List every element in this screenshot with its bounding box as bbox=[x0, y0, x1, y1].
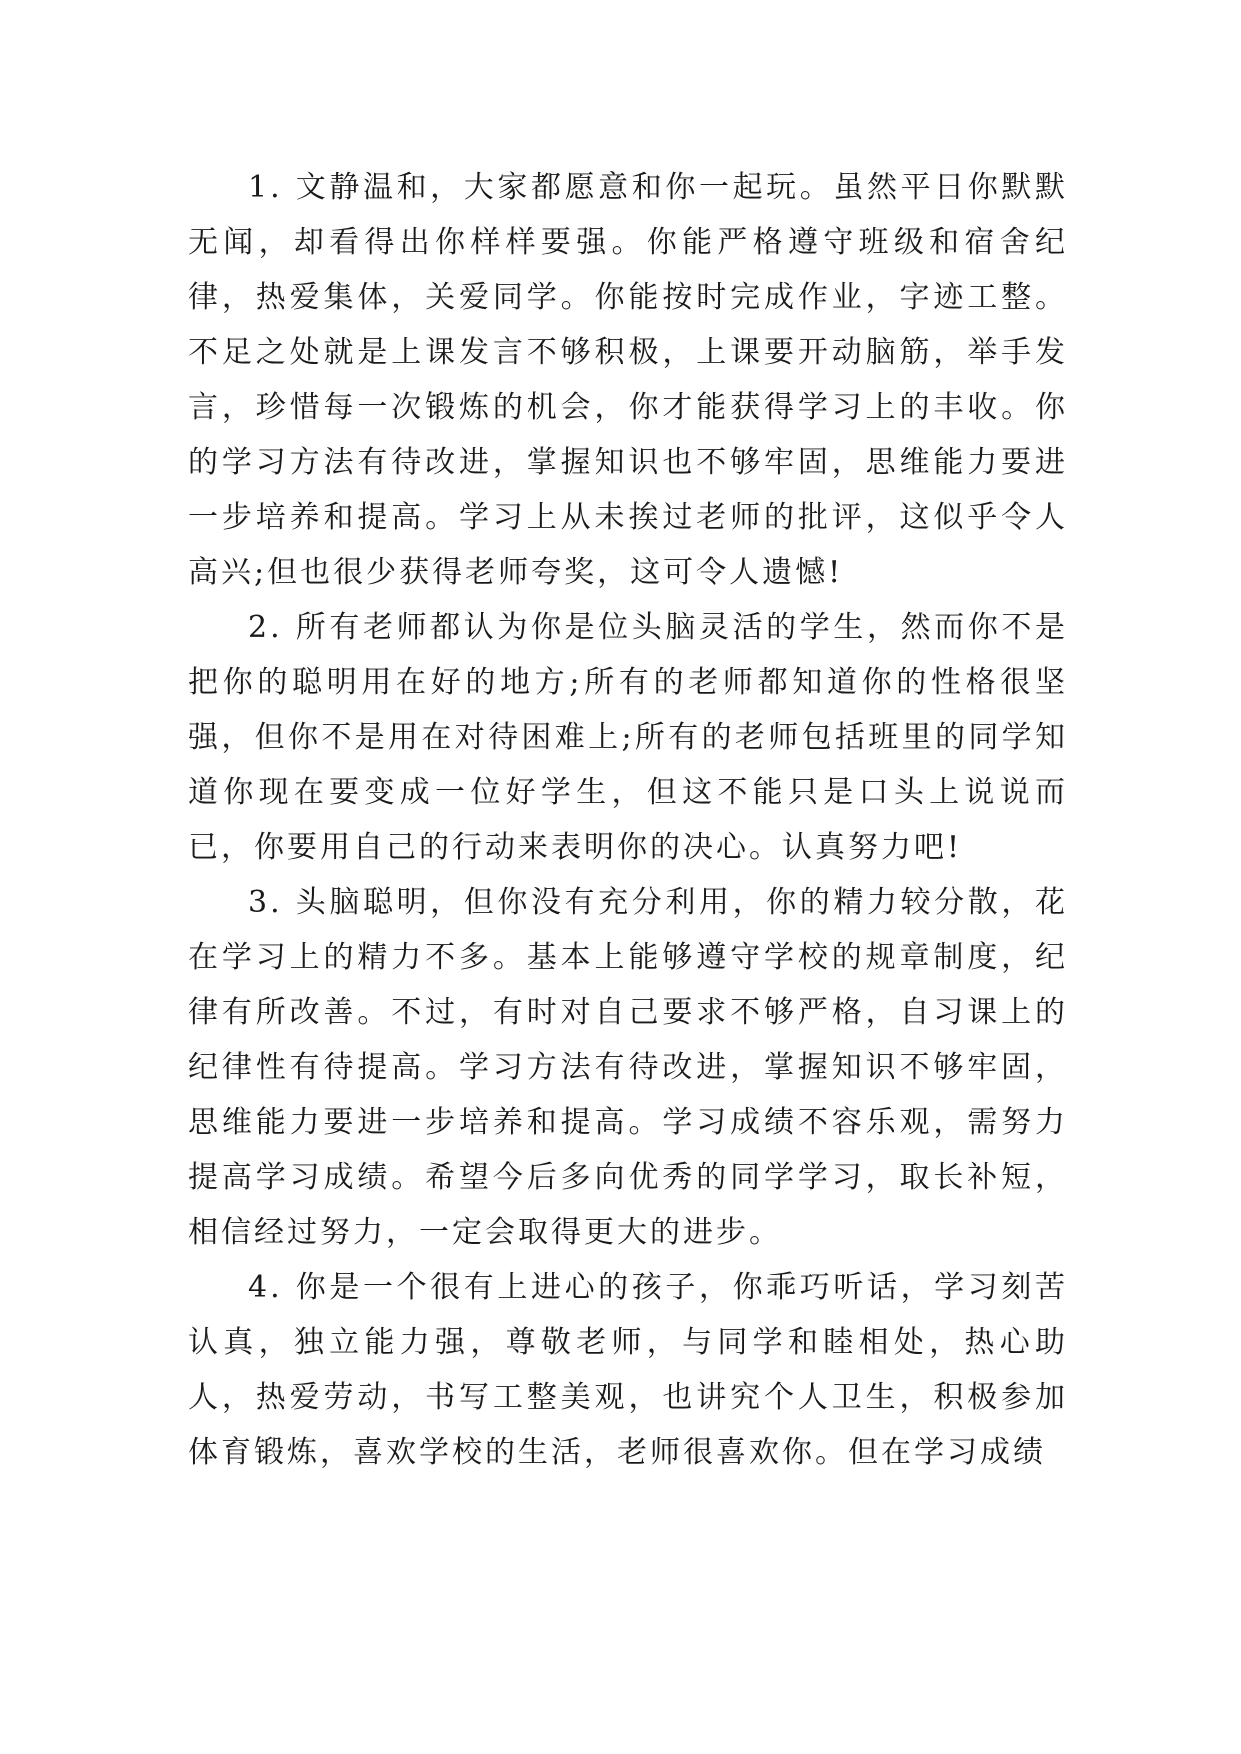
comment-paragraph-4: 4. 你是一个很有上进心的孩子，你乖巧听话，学习刻苦认真，独立能力强，尊敬老师，与同学和睦相处，热心助人，热爱劳动，书写工整美观，也讲究个人卫生，积极参加体育锻炼，喜欢学校的生活，老师很喜欢你。但在学习成绩 bbox=[188, 1270, 1068, 1470]
comment-paragraph-3: 3. 头脑聪明，但你没有充分利用，你的精力较分散，花在学习上的精力不多。基本上能够遵守学校的规章制度，纪律有所改善。不过，有时对自己要求不够严格，自习课上的纪律性有待提高。学习方法有待改进，掌握知识不够牢固，思维能力要进一步培养和提高。学习成绩不容乐观，需努力提高学习成绩。希望今后多向优秀的同学学习，取长补短，相信经过努力，一定会取得更大的进步。 bbox=[188, 885, 1068, 1250]
document-body bbox=[188, 160, 1068, 1480]
comment-paragraph-2: 2. 所有老师都认为你是位头脑灵活的学生，然而你不是把你的聪明用在好的地方;所有的老师都知道你的性格很坚强，但你不是用在对待困难上;所有的老师包括班里的同学知道你现在要变成一位好学生，但这不能只是口头上说说而已，你要用自己的行动来表明你的决心。认真努力吧! bbox=[188, 610, 1068, 865]
comment-paragraph-1: 1. 文静温和，大家都愿意和你一起玩。虽然平日你默默无闻，却看得出你样样要强。你能严格遵守班级和宿舍纪律，热爱集体，关爱同学。你能按时完成作业，字迹工整。不足之处就是上课发言不够积极，上课要开动脑筋，举手发言，珍惜每一次锻炼的机会，你才能获得学习上的丰收。你的学习方法有待改进，掌握知识也不够牢固，思维能力要进一步培养和提高。学习上从未挨过老师的批评，这似乎令人高兴;但也很少获得老师夸奖，这可令人遗憾! bbox=[188, 170, 1068, 590]
